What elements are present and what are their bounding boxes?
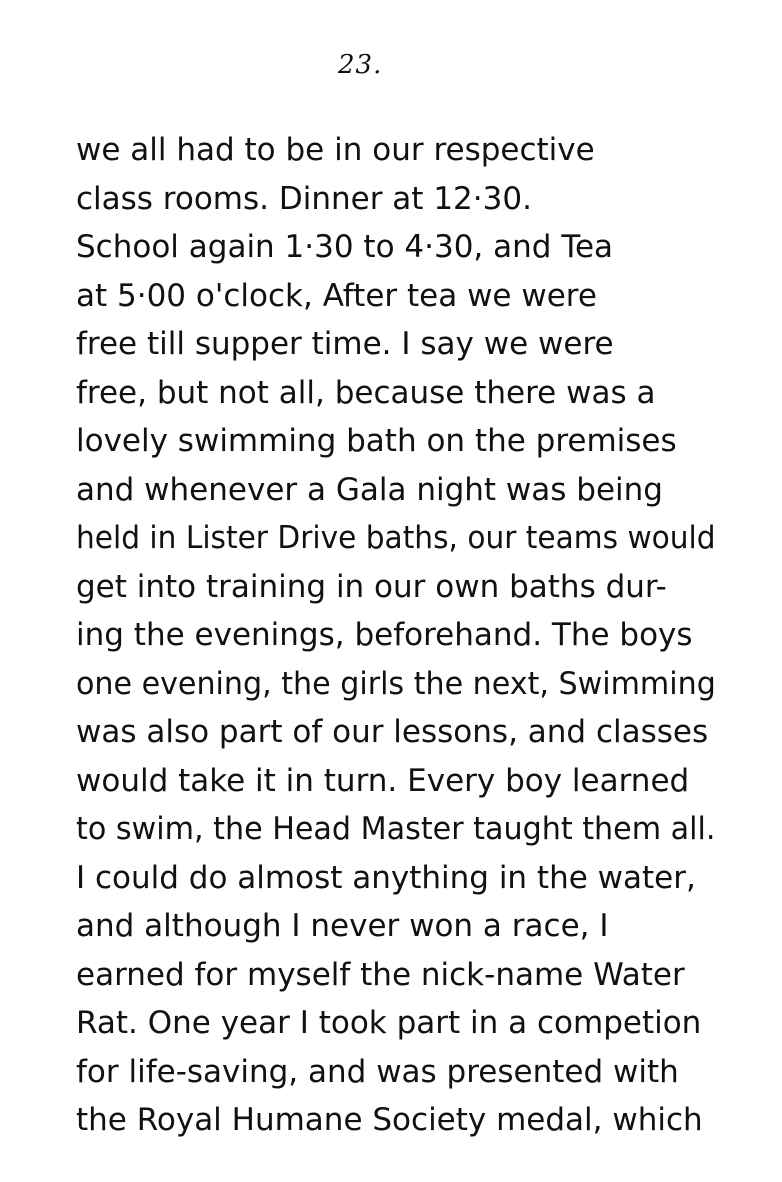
text-line-7: lovely swimming bath on the premises — [76, 423, 677, 459]
text-line-1: we all had to be in our respective — [76, 132, 595, 168]
text-line-17: and although I never won a race, I — [76, 908, 609, 944]
text-line-5: free till supper time. I say we were — [76, 326, 614, 362]
text-line-18: earned for myself the nick-name Water — [76, 956, 685, 993]
text-line-16: I could do almost anything in the water, — [76, 859, 696, 896]
handwritten-text-block — [76, 126, 726, 1145]
page-number: 23. — [338, 50, 383, 80]
text-line-15: to swim, the Head Master taught them all. — [76, 811, 716, 847]
text-line-4: at 5·00 o'clock, After tea we were — [76, 277, 597, 314]
text-line-9: held in Lister Drive baths, our teams would — [76, 520, 716, 556]
text-line-13: was also part of our lessons, and classes — [76, 714, 709, 750]
text-line-3: School again 1·30 to 4·30, and Tea — [76, 229, 614, 265]
text-line-8: and whenever a Gala night was being — [76, 471, 663, 508]
text-line-21: the Royal Humane Society medal, which — [76, 1102, 703, 1138]
text-line-6: free, but not all, because there was a — [76, 374, 656, 411]
text-line-20: for life-saving, and was presented with — [76, 1053, 679, 1090]
text-line-11: ing the evenings, beforehand. The boys — [76, 617, 693, 653]
text-line-14: would take it in turn. Every boy learned — [76, 762, 690, 799]
text-line-10: get into training in our own baths dur- — [76, 568, 667, 605]
text-line-19: Rat. One year I took part in a competion — [76, 1005, 702, 1041]
text-line-12: one evening, the girls the next, Swimming — [76, 665, 716, 702]
text-line-2: class rooms. Dinner at 12·30. — [76, 180, 532, 217]
